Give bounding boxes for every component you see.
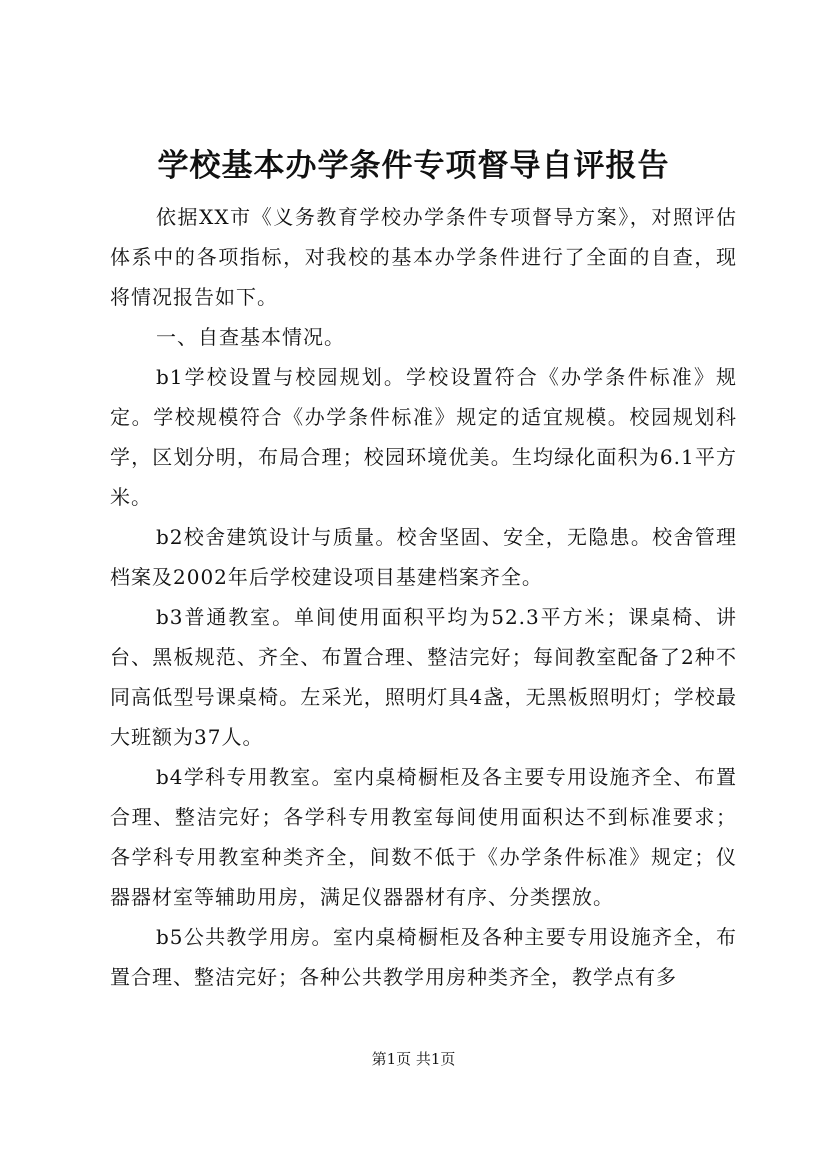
paragraph-b2: b2校舍建筑设计与质量。校舍坚固、安全，无隐患。校舍管理档案及2002年后学校建设项目基建档案齐全。	[110, 525, 737, 589]
paragraph-b4: b4学科专用教室。室内桌椅橱柜及各主要专用设施齐全、布置合理、整洁完好；各学科专用教室每间使用面积达不到标准要求；各学科专用教室种类齐全，间数不低于《办学条件标准》规定；仪器器材室等辅助用房，满足仪器器材有序、分类摆放。	[110, 765, 737, 909]
paragraph-b1: b1学校设置与校园规划。学校设置符合《办学条件标准》规定。学校规模符合《办学条件标准》规定的适宜规模。校园规划科学，区划分明，布局合理；校园环境优美。生均绿化面积为6.1平方米。	[110, 365, 737, 509]
paragraph-intro: 依据XX市《义务教育学校办学条件专项督导方案》，对照评估体系中的各项指标，对我校的基本办学条件进行了全面的自查，现将情况报告如下。	[110, 205, 737, 309]
document-title: 学校基本办学条件专项督导自评报告	[157, 148, 670, 184]
paragraph-b3: b3普通教室。单间使用面积平均为52.3平方米；课桌椅、讲台、黑板规范、齐全、布置合理、整洁完好；每间教室配备了2种不同高低型号课桌椅。左采光，照明灯具4盏，无黑板照明灯；学校最大班额为37人。	[110, 605, 737, 749]
paragraph-b5: b5公共教学用房。室内桌椅橱柜及各种主要专用设施齐全，布置合理、整洁完好；各种公共教学用房种类齐全，教学点有多	[110, 925, 737, 989]
paragraph-section-heading: 一、自查基本情况。	[156, 325, 345, 349]
document-body	[110, 197, 737, 997]
page-footer: 第1页 共1页	[371, 1050, 456, 1068]
